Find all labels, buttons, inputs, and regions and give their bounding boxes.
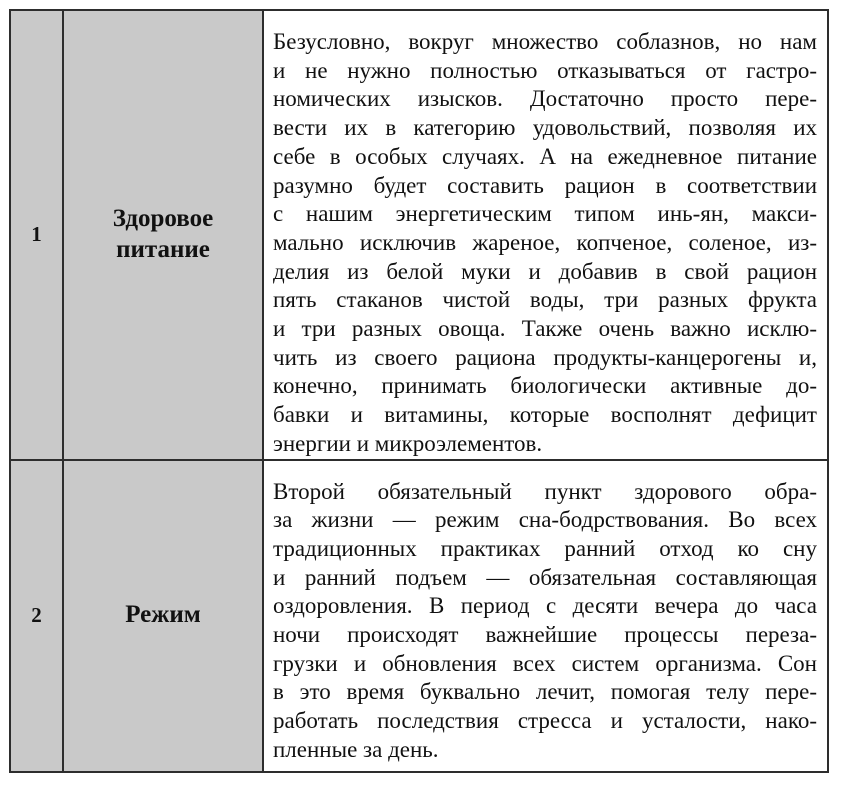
text-line: грузки и обновления всех систем организма. Сон <box>273 650 817 676</box>
row-number: 1 <box>31 222 42 247</box>
text-line: Безусловно, вокруг множество соблазнов, но нам <box>273 29 817 54</box>
table-body <box>10 10 828 772</box>
text-line: и три разных овоща. Также очень важно исклю- <box>273 316 817 342</box>
row-title-cell <box>63 10 263 460</box>
text-line: с нашим энергетическим типом инь-ян, макси- <box>273 201 817 227</box>
text-line: оздоровления. В период с десяти вечера до часа <box>273 593 817 619</box>
row-text-cell <box>263 460 828 772</box>
text-line: бавки и витамины, которые восполнят дефицит <box>273 402 817 428</box>
text-line: традиционных практиках ранний отход ко сну <box>273 535 817 561</box>
row-title-cell <box>63 460 263 772</box>
text-line: пять стаканов чистой воды, три разных фрукта <box>273 287 817 313</box>
text-line: пленные за день. <box>273 736 439 762</box>
text-line: ночи происходят важнейшие процессы переза- <box>273 622 817 648</box>
text-line: энергии и микроэлементов. <box>273 430 543 456</box>
text-line: в это время буквально лечит, помогая телу пере- <box>273 679 817 705</box>
row-paragraph <box>273 28 817 459</box>
row-title: Режим <box>125 601 201 629</box>
row-paragraph <box>273 478 817 765</box>
table-row <box>10 10 828 460</box>
text-line: конечно, принимать биологически активные до- <box>273 373 817 399</box>
row-title: Здоровое питание <box>112 205 214 263</box>
text-line: за жизни — режим сна-бодрствования. Во всех <box>273 507 817 533</box>
text-line: номических изысков. Достаточно просто пере- <box>273 86 817 112</box>
row-number: 2 <box>31 603 42 628</box>
text-line: чить из своего рациона продукты-канцерогены и, <box>273 344 817 370</box>
text-line: мально исключив жареное, копченое, соленое, из- <box>273 229 817 255</box>
text-line: работать последствия стресса и усталости, нако- <box>273 708 817 734</box>
content-table <box>9 9 829 773</box>
text-line: и не нужно полностью отказываться от гастро- <box>273 57 817 83</box>
text-line: разумно будет составить рацион в соответствии <box>273 172 817 198</box>
table-row <box>10 460 828 772</box>
text-line: вести их в категорию удовольствий, позволяя их <box>273 115 817 141</box>
text-line: и ранний подъем — обязательная составляющая <box>273 564 817 590</box>
row-number-cell <box>10 10 63 460</box>
row-text-cell <box>263 10 828 460</box>
row-number-cell <box>10 460 63 772</box>
text-line: делия из белой муки и добавив в свой рацион <box>273 258 817 284</box>
text-line: Второй обязательный пункт здорового обра- <box>273 478 817 504</box>
text-line: себе в особых случаях. А на ежедневное питание <box>273 143 817 169</box>
